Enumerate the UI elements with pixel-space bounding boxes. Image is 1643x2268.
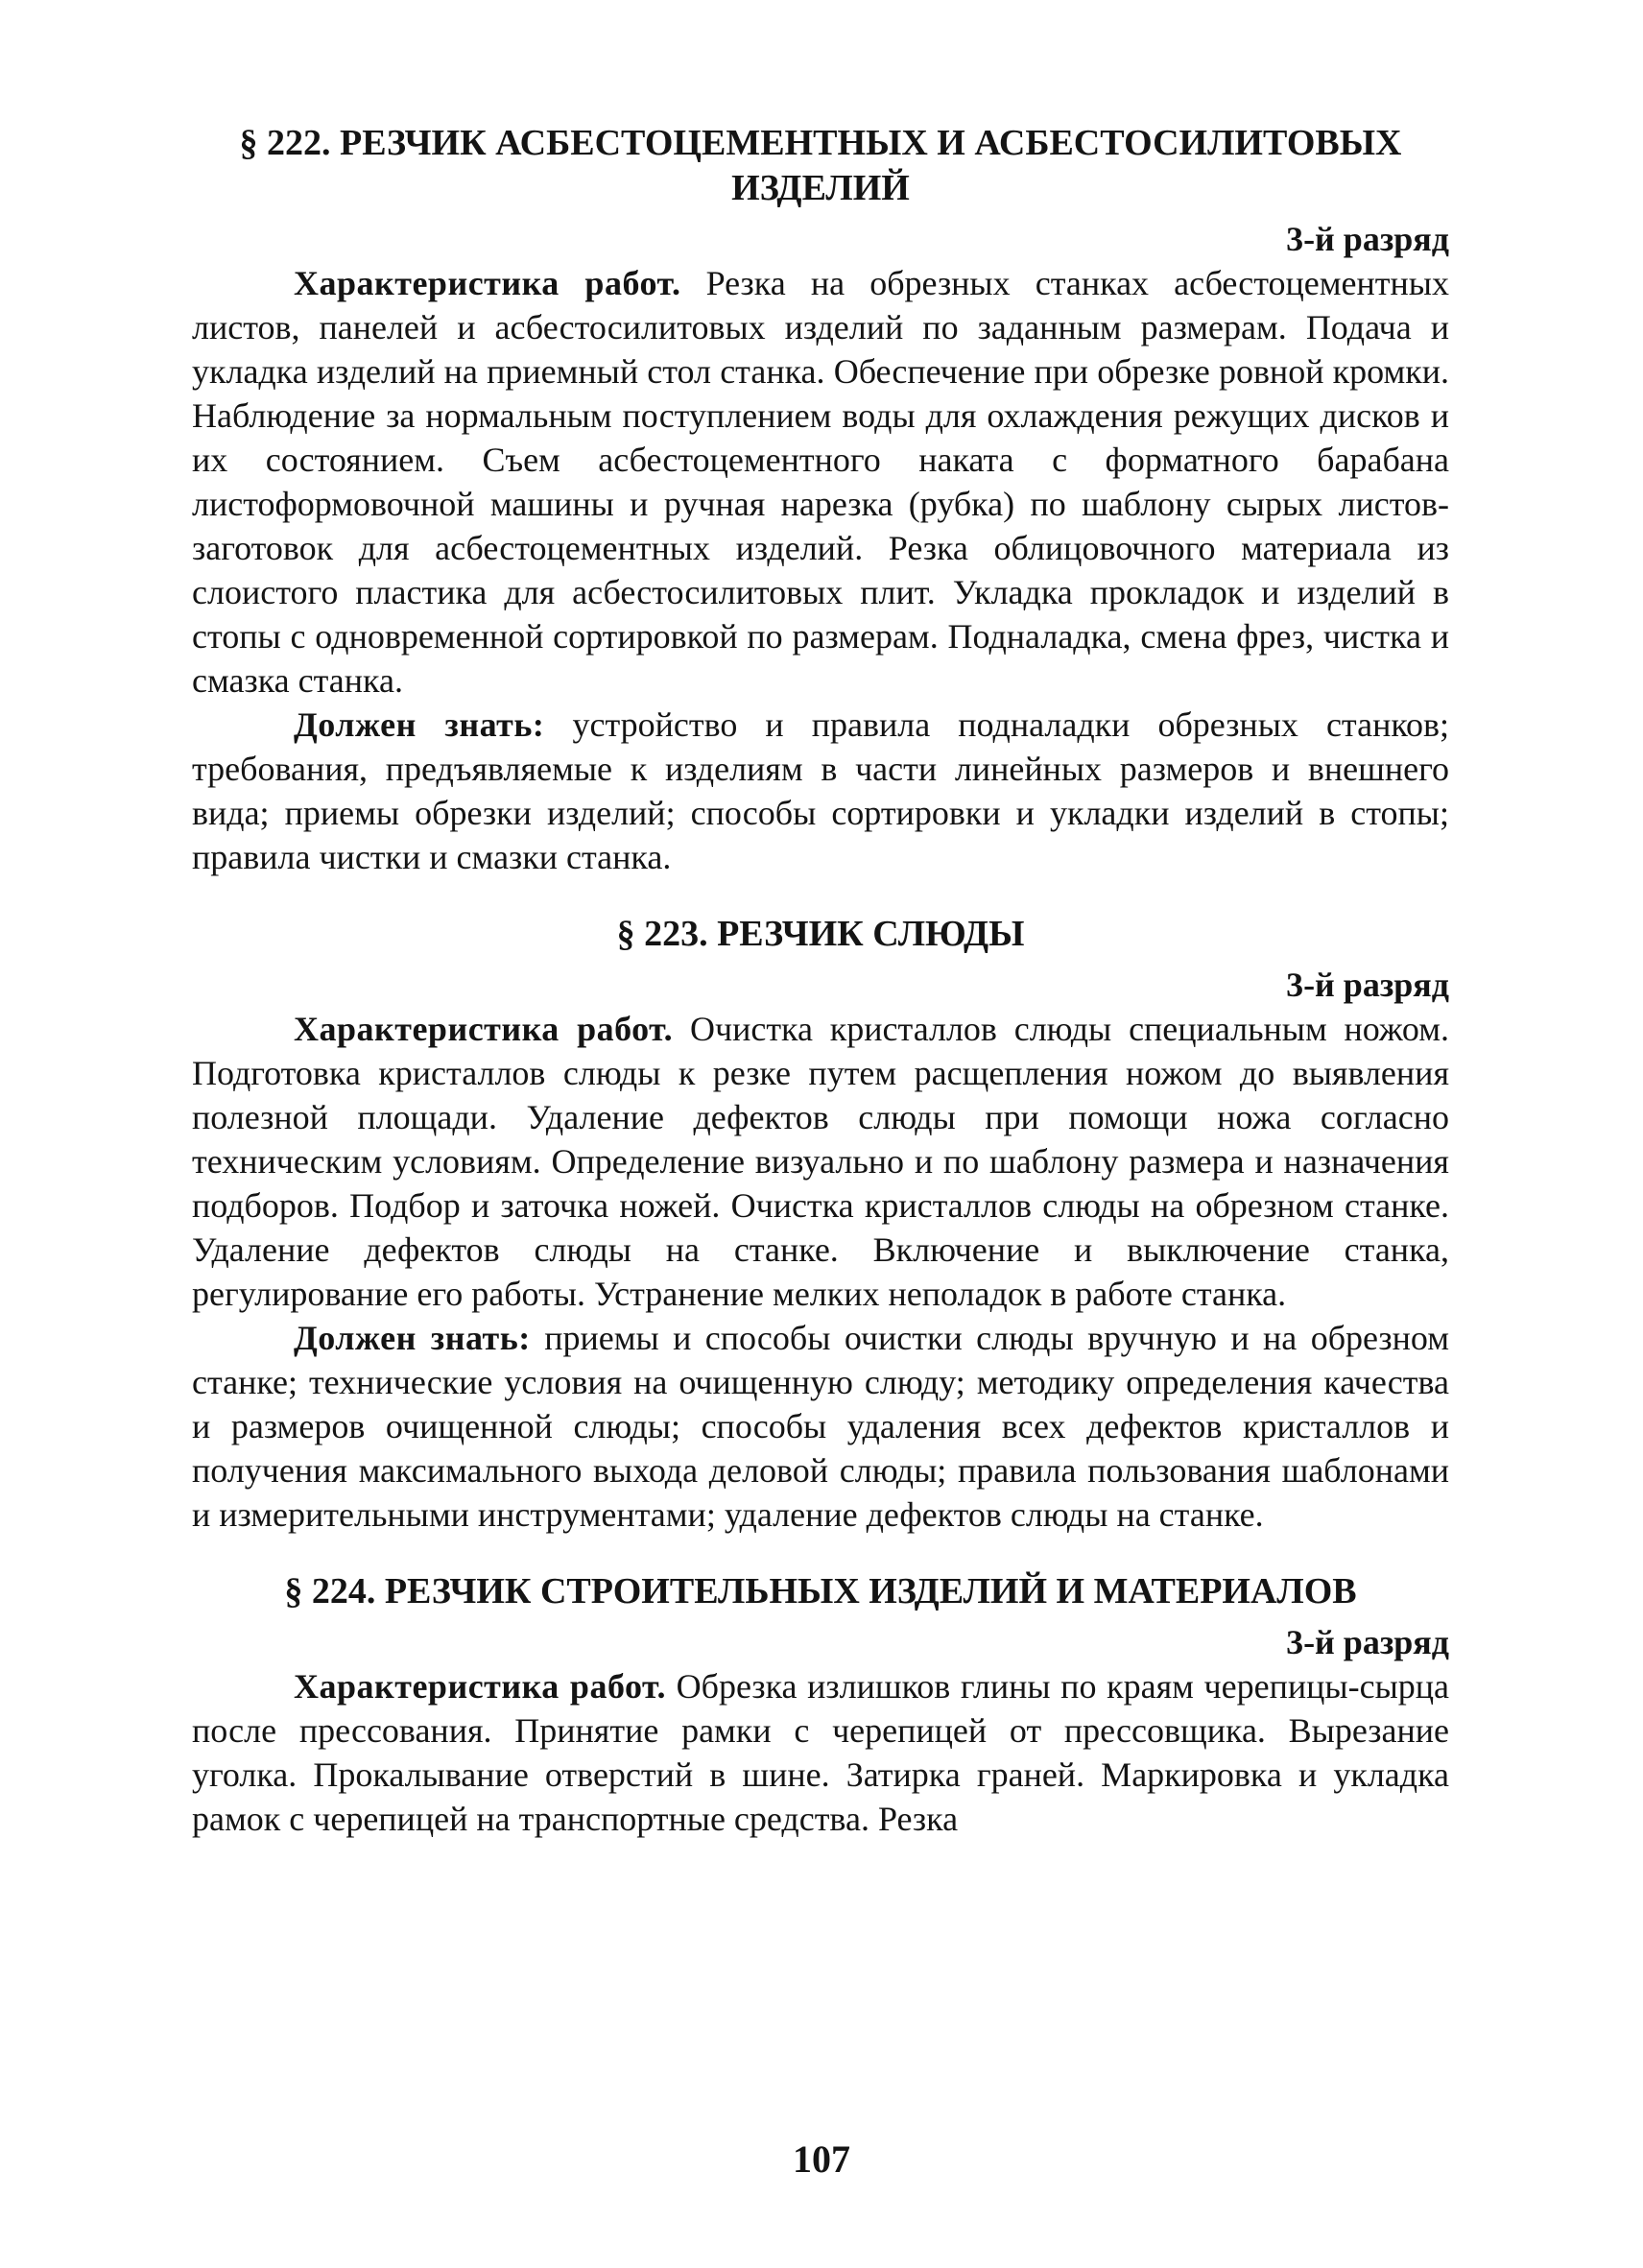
- section-title: § 224. РЕЗЧИК СТРОИТЕЛЬНЫХ ИЗДЕЛИЙ И МАТЕРИАЛОВ: [284, 1571, 1357, 1611]
- work-characteristics: [192, 1664, 1449, 1841]
- section-title-line1: § 222. РЕЗЧИК АСБЕСТОЦЕМЕНТНЫХ И АСБЕСТОСИЛИТОВЫХ: [239, 123, 1402, 163]
- grade-label: 3-й разряд: [1286, 1623, 1449, 1661]
- section-title-line2: ИЗДЕЛИЙ: [731, 168, 910, 208]
- grade-label: 3-й разряд: [1286, 966, 1449, 1004]
- work-characteristics-text: Резка на обрезных станках асбестоцементных листов, панелей и асбестосилитовых изделий по заданным размерам. Подача и укладка изделий на приемный стол станка. Обеспечение при обрезке ровной кромки. Наблюдение за нормальным поступлением воды для охлаждения режущих дисков и их состоянием. Съем асбестоцементного наката с форматного барабана листоформовочной машины и ручная нарезка (рубка) по шаблону сырых листов-заготовок для асбестоцементных изделий. Резка облицовочного материала из слоистого пластика для асбестосилитовых плит. Укладка прокладок и изделий в стопы с одновременной сортировкой по размерам. Подналадка, смена фрез, чистка и смазка станка.: [192, 264, 1449, 700]
- document-page: [192, 121, 1449, 1841]
- work-characteristics-label: Характеристика работ.: [294, 264, 681, 302]
- must-know: [192, 703, 1449, 879]
- section-223: [192, 912, 1449, 1537]
- must-know-label: Должен знать:: [294, 705, 545, 744]
- work-characteristics-label: Характеристика работ.: [294, 1010, 674, 1048]
- section-spacer: [192, 1537, 1449, 1569]
- work-characteristics-text: Обрезка излишков глины по краям черепицы-сырца после прессования. Принятие рамки с черепицей от прессовщика. Вырезание уголка. Прокалывание отверстий в шине. Затирка граней. Маркировка и укладка рамок с черепицей на транспортные средства. Резка: [192, 1667, 1449, 1838]
- section-title: § 223. РЕЗЧИК СЛЮДЫ: [616, 914, 1025, 954]
- must-know: [192, 1316, 1449, 1537]
- must-know-label: Должен знать:: [294, 1319, 531, 1357]
- work-characteristics-label: Характеристика работ.: [294, 1667, 666, 1706]
- section-spacer: [192, 879, 1449, 912]
- grade-label: 3-й разряд: [1286, 220, 1449, 258]
- must-know-text: устройство и правила подналадки обрезных станков; требования, предъявляемые к изделиям в части линейных размеров и внешнего вида; приемы обрезки изделий; способы сортировки и укладки изделий в стопы; правила чистки и смазки станка.: [192, 705, 1450, 876]
- work-characteristics: [192, 1007, 1449, 1316]
- section-224: [192, 1569, 1449, 1841]
- section-title: [192, 121, 1449, 211]
- must-know-text: приемы и способы очистки слюды вручную и на обрезном станке; технические условия на очищенную слюду; методику определения качества и размеров очищенной слюды; способы удаления всех дефектов кристаллов и получения максимального выхода деловой слюды; правила пользования шаблонами и измерительными инструментами; удаление дефектов слюды на станке.: [192, 1319, 1450, 1534]
- section-222: [192, 121, 1449, 879]
- work-characteristics: [192, 261, 1449, 703]
- page-number: 107: [793, 2137, 850, 2181]
- work-characteristics-text: Очистка кристаллов слюды специальным ножом. Подготовка кристаллов слюды к резке путем расщепления ножом до выявления полезной площади. Удаление дефектов слюды при помощи ножа согласно техническим условиям. Определение визуально и по шаблону размера и назначения подборов. Подбор и заточка ножей. Очистка кристаллов слюды на обрезном станке. Удаление дефектов слюды на станке. Включение и выключение станка, регулирование его работы. Устранение мелких неполадок в работе станка.: [192, 1010, 1449, 1313]
